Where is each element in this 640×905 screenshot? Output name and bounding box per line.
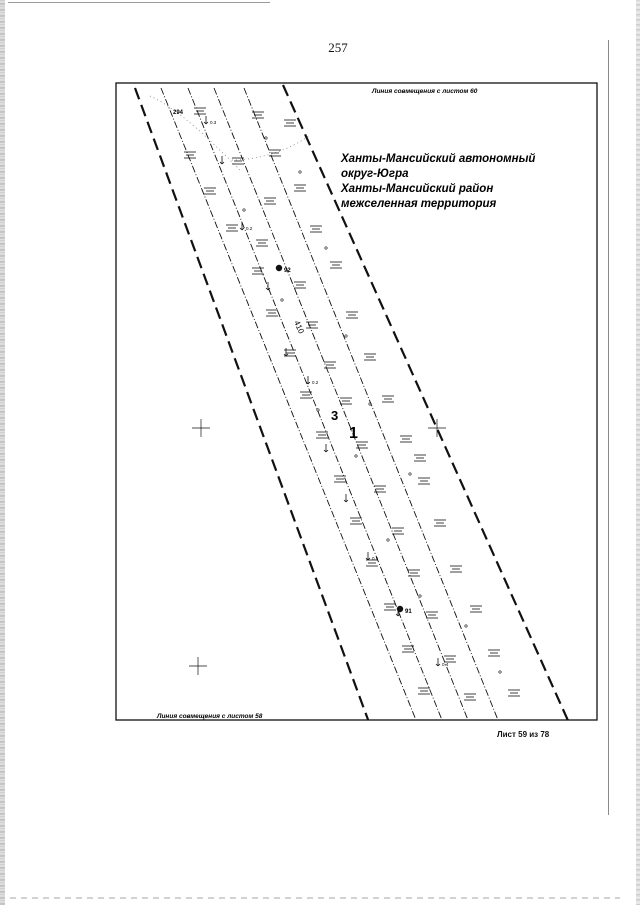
svg-text:0.2: 0.2	[312, 380, 319, 385]
svg-text:0.3: 0.3	[210, 120, 217, 125]
sheet-label: Лист 59 из 78	[497, 730, 550, 739]
territory-line-2: округ-Югра	[341, 168, 409, 180]
boundary-line-right	[283, 85, 570, 725]
contour-dotted-1	[150, 96, 240, 170]
bottom-join-label: Линия совмещения с листом 58	[157, 713, 263, 720]
contour-label: 410	[292, 319, 306, 336]
territory-line-4: межселенная территория	[341, 198, 497, 210]
territory-label	[340, 153, 535, 210]
point-91-marker	[397, 606, 403, 612]
point-294-label: 294	[173, 110, 184, 116]
marsh-symbols	[184, 108, 520, 700]
scattered-dots	[243, 137, 501, 673]
top-join-label: Линия совмещения с листом 60	[372, 88, 478, 95]
territory-line-3: Ханты-Мансийский район	[341, 183, 494, 195]
point-92-label: 92	[284, 268, 291, 274]
svg-text:0.5: 0.5	[372, 556, 379, 561]
boundary-line-left	[135, 88, 370, 725]
point-91-label: 91	[405, 609, 412, 615]
svg-text:0.2: 0.2	[246, 226, 253, 231]
point-92-marker	[276, 265, 282, 271]
zone-number-big: 1	[349, 425, 358, 442]
page-number: 257	[328, 40, 348, 55]
svg-text:0.4: 0.4	[442, 662, 449, 667]
zone-number-mid: 3	[331, 408, 339, 423]
territory-line-1: Ханты-Мансийский автономный	[341, 153, 536, 165]
grid-crosses	[189, 419, 446, 675]
